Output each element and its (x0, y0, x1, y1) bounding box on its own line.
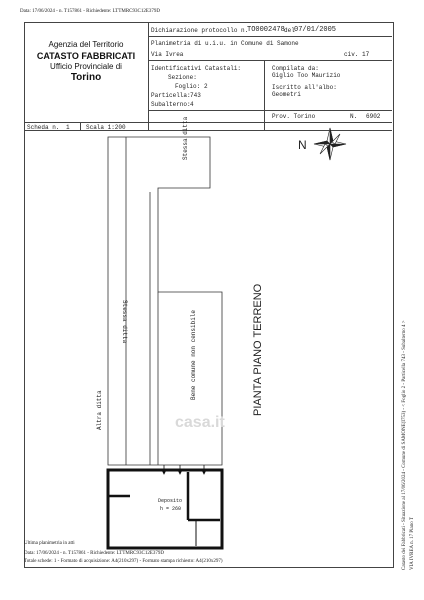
protocol-date-label: del (284, 27, 295, 34)
province-label: Prov. Torino (272, 113, 316, 120)
cadastral-heading: Identificativi Catastali: (151, 65, 242, 72)
particella-value: 743 (190, 92, 201, 99)
bene-comune-label: Bene comune non censibile (190, 309, 197, 400)
last-plan-note: Ultima planimetria in atti (24, 541, 75, 546)
address: Via Ivrea (151, 51, 184, 58)
bottom-request-stamp: Data: 17/06/2024 - n. T157861 - Richiedente: LTTMRC93C12E379D (24, 551, 164, 556)
scale-label: Scala 1:200 (86, 124, 126, 131)
plan-main-title: PIANTA PIANO TERRENO (252, 283, 264, 416)
protocol-date: 07/01/2005 (294, 26, 337, 34)
door-arrow (178, 470, 182, 474)
scheda-value: 1 (66, 124, 70, 131)
side-address-stamp: VIA IVREA n. 17 Piano T (410, 517, 415, 570)
registration-n-label: N. (350, 113, 358, 120)
subalterno-label: Subalterno: (151, 101, 191, 108)
side-registry-stamp: Catasto dei Fabbricati - Situazione al 17/06/2024 - Comune di SAMONE(I753) - < Foglio 2 - Particella 743 - Subalterno 4 > (402, 320, 407, 570)
scheda-label: Scheda n. (27, 124, 60, 131)
room-height: h = 260 (160, 506, 182, 512)
stessa-ditta-label: Stessa ditta (182, 116, 189, 160)
north-label: N (298, 138, 307, 152)
bottom-format-stamp: Totale schede: 1 - Formato di acquisizione: A4(210x297) - Formato stampa richiesto: A4(210x297) (24, 559, 223, 564)
registration-n-value: 6902 (366, 113, 381, 120)
foglio-value: 2 (204, 83, 208, 90)
header-request-stamp: Data: 17/06/2024 - n. T157861 - Richiedente: LTTMRC93C12E379D (20, 9, 160, 14)
compiled-label: Compilata da: (272, 65, 319, 72)
plan-title: Planimetria di u.i.u. in Comune di Samone (151, 40, 299, 47)
civic-number: civ. 17 (344, 51, 370, 58)
room-name-deposito: Deposito (158, 498, 183, 504)
protocol-label: Dichiarazione protocollo n. (151, 27, 249, 34)
watermark: casa.it (175, 414, 225, 431)
compass-rose (314, 128, 346, 160)
office-name: Ufficio Provinciale di (50, 62, 122, 71)
compiler-name: Giglio Too Maurizio (272, 72, 341, 79)
sezione-label: Sezione: (168, 74, 197, 81)
particella-label: Particella: (151, 92, 191, 99)
foglio-label: Foglio: (175, 83, 201, 90)
registered-label: Iscritto all'albo: (272, 84, 337, 91)
protocol-number: TO0002478 (247, 26, 285, 34)
altra-ditta-label: Altra ditta (96, 390, 103, 430)
door-arrow (162, 470, 166, 474)
agency-name: Agenzia del Territorio (48, 40, 124, 49)
door-arrow (202, 470, 206, 474)
registered-value: Geometri (272, 91, 301, 98)
office-city: Torino (70, 72, 102, 83)
subalterno-value: 4 (190, 101, 194, 108)
registry-name: CATASTO FABBRICATI (36, 51, 136, 61)
stessa-ditta-label-2: Stessa ditta (121, 300, 128, 344)
